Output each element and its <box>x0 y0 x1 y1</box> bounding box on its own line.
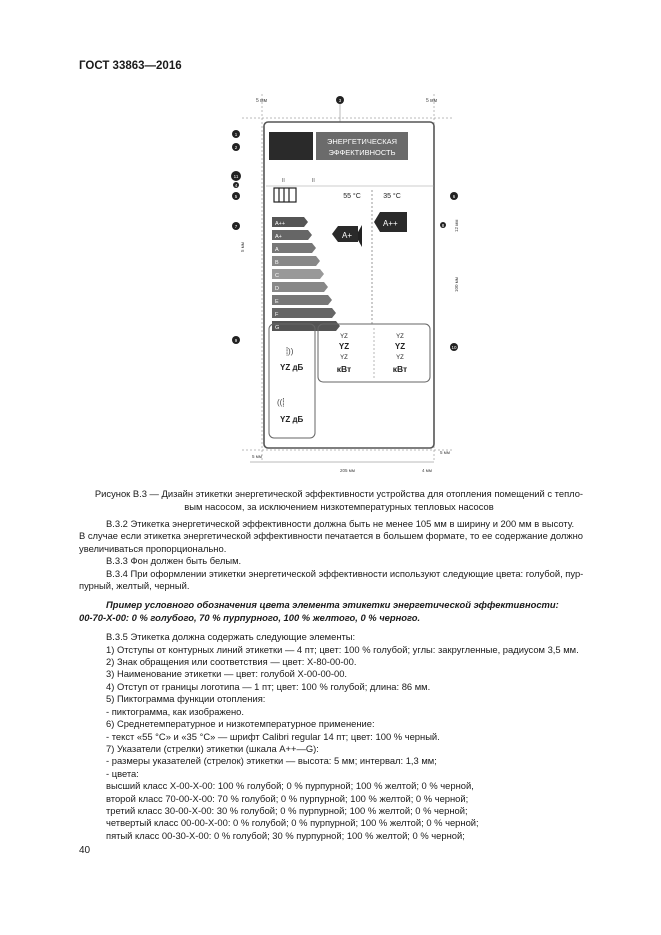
list-item: 1) Отступы от контурных линий этикетки — 4 пт; цвет: 100 % голубой; углы: закругленные, радиусом 3,5 мм. <box>106 643 579 655</box>
callout-11: 11 <box>233 174 239 179</box>
power-right-line2: YZ <box>394 342 406 351</box>
callout-4: 4 <box>234 183 238 188</box>
class-arrow-high-text: A+ <box>342 231 353 240</box>
sound-wave-icon: ⸽)) <box>286 347 294 356</box>
dim-bottom-right: 4 мм <box>422 468 432 473</box>
logo-block <box>269 132 313 160</box>
dim-side-right: 5 мм <box>440 450 450 455</box>
scale-arrow-c <box>272 269 324 279</box>
example-line1: Пример условного обозначения цвета элемента этикетки энергетической эффективности: <box>106 599 559 611</box>
dim-left: 5 мм <box>240 242 245 252</box>
dim-right-mid: 12 мм <box>454 219 459 232</box>
list-item: 4) Отступ от границы логотипа — 1 пт; цвет: 100 % голубой; длина: 86 мм. <box>106 680 431 692</box>
paragraph-b32-cont2: увеличиваться пропорционально. <box>79 542 227 554</box>
sound-value: YZ дБ <box>280 363 304 372</box>
scale-letter-d: D <box>275 286 279 292</box>
example-line2: 00-70-Х-00: 0 % голубого, 70 % пурпурного, 100 % желтого, 0 % черного. <box>79 611 421 623</box>
dim-bottom-left: 5 мм <box>252 454 262 459</box>
small-label-a: II <box>282 178 285 184</box>
caption-line2: вым насосом, за исключением низкотемпературных тепловых насосов <box>184 500 494 512</box>
list-item: - размеры указателей (стрелок) этикетки — высота: 5 мм; интервал: 1,3 мм; <box>106 755 437 767</box>
list-item: - цвета: <box>106 767 139 779</box>
power-left-line2: YZ <box>338 342 350 351</box>
caption-line1: Рисунок В.3 — Дизайн этикетки энергетической эффективности устройства для отопления помещений с тепло- <box>94 488 584 499</box>
callout-9: 9 <box>234 338 238 343</box>
sound-wave-icon-2: ((⸽ <box>277 398 285 407</box>
power-right-unit: кВт <box>392 364 408 374</box>
page-number: 40 <box>79 845 91 856</box>
list-item: высший класс Х-00-Х-00: 100 % голубой; 0 % пурпурной; 100 % желтой; 0 % черной, <box>106 780 474 792</box>
list-item: 6) Среднетемпературное и низкотемпературное применение: <box>106 718 375 730</box>
paragraph-b34-cont: пурный, желтый, черный. <box>79 580 190 592</box>
list-item: четвертый класс 00-00-Х-00: 0 % голубой; 0 % пурпурной; 100 % желтой; 0 % черной; <box>106 817 479 829</box>
list-item: - текст «55 °С» и «35 °С» — шрифт Calibri regular 14 пт; цвет: 100 % черный. <box>106 730 440 742</box>
callout-10: 10 <box>451 345 457 350</box>
scale-arrow-b <box>272 256 320 266</box>
dim-top-right: 5 мм <box>426 98 438 104</box>
scale-letter-ap: A+ <box>275 234 282 240</box>
document-body <box>79 518 615 842</box>
scale-arrow-e <box>272 295 332 305</box>
scale-letter-f: F <box>275 312 279 318</box>
power-left-unit: кВт <box>336 364 352 374</box>
document-header: ГОСТ 33863—2016 <box>79 60 182 72</box>
small-label-b: II <box>312 178 315 184</box>
callout-1: 1 <box>234 132 238 137</box>
list-item: 7) Указатели (стрелки) этикетки (шкала А++—G): <box>106 742 319 754</box>
callout-2: 2 <box>234 145 238 150</box>
list-item: - пиктограмма, как изображено. <box>106 705 244 717</box>
list-item: третий класс 30-00-Х-00: 30 % голубой; 0 % пурпурной; 100 % желтой; 0 % черной; <box>106 804 468 816</box>
dim-bottom-center: 205 мм <box>340 468 355 473</box>
paragraph-b32-cont1: В случае если этикетка энергетической эффективности печатается в большем формате, то ее содержание должно <box>79 530 584 542</box>
scale-letter-a: A <box>275 247 279 253</box>
scale-letter-g: G <box>275 325 280 331</box>
temp-low-label: 35 °C <box>383 193 401 200</box>
paragraph-b34: В.3.4 При оформлении этикетки энергетической эффективности используют следующие цвета: голубой, пур- <box>106 567 584 579</box>
scale-letter-e: E <box>275 299 279 305</box>
callout-3: 3 <box>338 98 342 103</box>
scale-letter-c: C <box>275 273 279 279</box>
scale-letter-app: A++ <box>275 221 286 227</box>
callout-5: 5 <box>234 194 238 199</box>
class-arrow-low-text: A++ <box>383 219 398 228</box>
callout-7: 7 <box>234 224 238 229</box>
dim-top-left: 5 мм <box>256 98 268 104</box>
figure-caption <box>79 488 599 513</box>
scale-arrow-f <box>272 308 336 318</box>
list-item: 3) Наименование этикетки — цвет: голубой Х-00-00-00. <box>106 668 348 680</box>
scale-letter-b: B <box>275 260 279 266</box>
list-item: 5) Пиктограмма функции отопления: <box>106 693 266 705</box>
efficiency-scale <box>272 217 340 331</box>
list-item: второй класс 70-00-Х-00: 70 % голубой; 0 % пурпурной; 100 % желтой; 0 % черной; <box>106 792 469 804</box>
label-title-line2: ЭФФЕКТИВНОСТЬ <box>328 148 396 157</box>
power-right-line1: YZ <box>396 334 404 340</box>
paragraph-b35: В.3.5 Этикетка должна содержать следующие элементы: <box>106 631 356 643</box>
paragraph-b33: В.3.3 Фон должен быть белым. <box>106 555 242 567</box>
dim-height: 100 мм <box>454 277 459 292</box>
paragraph-b32: В.3.2 Этикетка энергетической эффективности должна быть не менее 105 мм в ширину и 200 мм в высоту. <box>106 518 575 529</box>
sound-value-2: YZ дБ <box>280 415 304 424</box>
energy-label-figure <box>222 92 472 476</box>
list-item: 2) Знак обращения или соответствия — цвет: Х-80-00-00. <box>106 656 357 668</box>
power-left-line3: YZ <box>340 355 348 361</box>
callout-8: 8 <box>441 223 445 228</box>
scale-arrow-d <box>272 282 328 292</box>
list-item: пятый класс 00-30-Х-00: 0 % голубой; 30 % пурпурной; 100 % желтой; 0 % черной; <box>106 829 465 841</box>
temp-high-label: 55 °C <box>343 193 361 200</box>
radiator-icon <box>274 188 296 202</box>
power-right-line3: YZ <box>396 355 404 361</box>
scale-arrow-g <box>272 321 340 331</box>
power-left-line1: YZ <box>340 334 348 340</box>
callout-6: 6 <box>452 194 456 199</box>
label-title-line1: ЭНЕРГЕТИЧЕСКАЯ <box>326 137 398 146</box>
